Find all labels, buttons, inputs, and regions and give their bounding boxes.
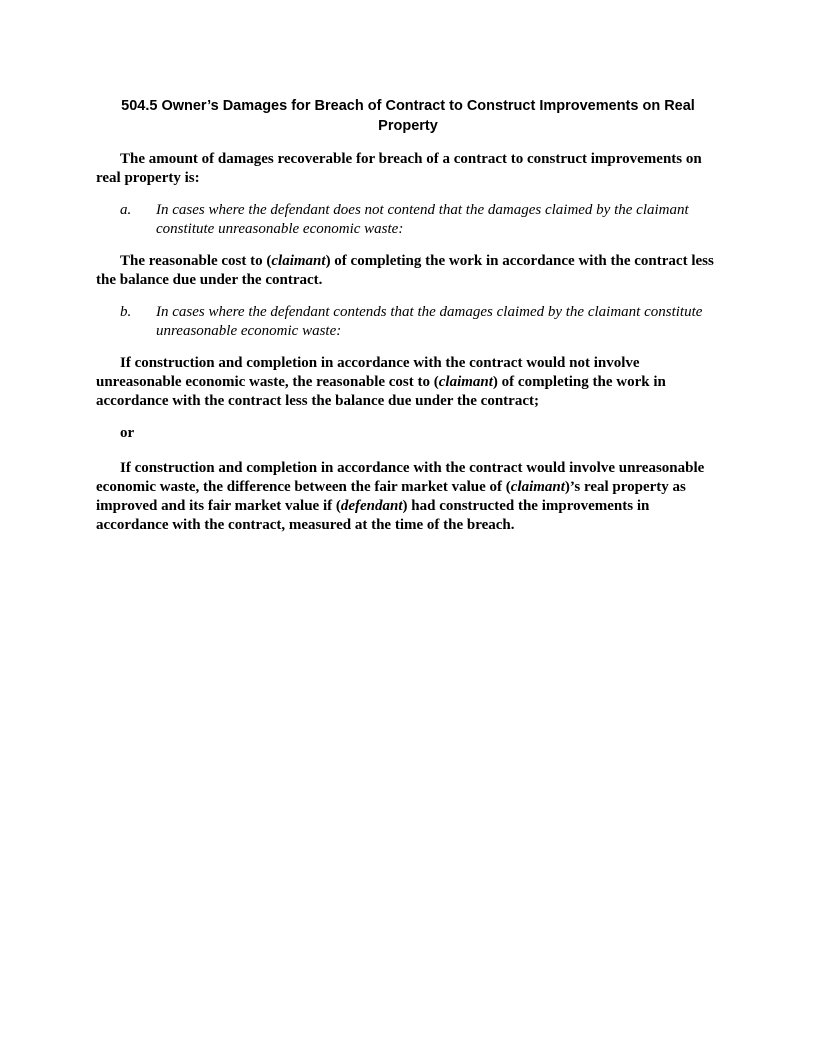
paragraph-b2-part3: ) had constructed the improvements in accordance with the contract, measured at the time of the breach. [96, 498, 650, 533]
item-b [96, 303, 720, 341]
item-a [96, 201, 720, 239]
document-page [96, 96, 720, 548]
document-title: 504.5 Owner’s Damages for Breach of Contract to Construct Improvements on Real Property [121, 98, 695, 134]
item-b-marker: b. [120, 304, 132, 320]
paragraph-a-claimant: claimant [271, 253, 326, 269]
paragraph-b1-claimant: claimant [438, 374, 493, 390]
paragraph-b1 [96, 354, 720, 411]
item-a-marker: a. [120, 202, 132, 218]
paragraph-b2 [96, 459, 720, 535]
paragraph-b2-part1: If construction and completion in accordance with the contract would involve unreasonable economic waste, the difference between the fair market value of ( [96, 460, 705, 495]
intro-paragraph: The amount of damages recoverable for breach of a contract to construct improvements on real property is: [96, 151, 702, 186]
paragraph-b1-part1: If construction and completion in accordance with the contract would not involve unreasonable economic waste, the reasonable cost to ( [96, 355, 640, 390]
paragraph-b2-defendant: defendant [340, 498, 403, 514]
paragraph-a-part2: ) of completing the work in accordance with the contract less the balance due under the contract. [96, 253, 714, 288]
or-separator: or [120, 425, 135, 441]
paragraph-b2-claimant: claimant [510, 479, 565, 495]
paragraph-b1-part2: ) of completing the work in accordance with the contract less the balance due under the contract; [96, 374, 666, 409]
item-a-text: In cases where the defendant does not contend that the damages claimed by the claimant constitute unreasonable economic waste: [156, 202, 689, 237]
paragraph-a-part1: The reasonable cost to ( [120, 253, 272, 269]
paragraph-b2-part2: )’s real property as improved and its fair market value if ( [96, 479, 686, 514]
paragraph-a [96, 252, 720, 290]
item-b-text: In cases where the defendant contends that the damages claimed by the claimant constitute unreasonable economic waste: [156, 304, 703, 339]
